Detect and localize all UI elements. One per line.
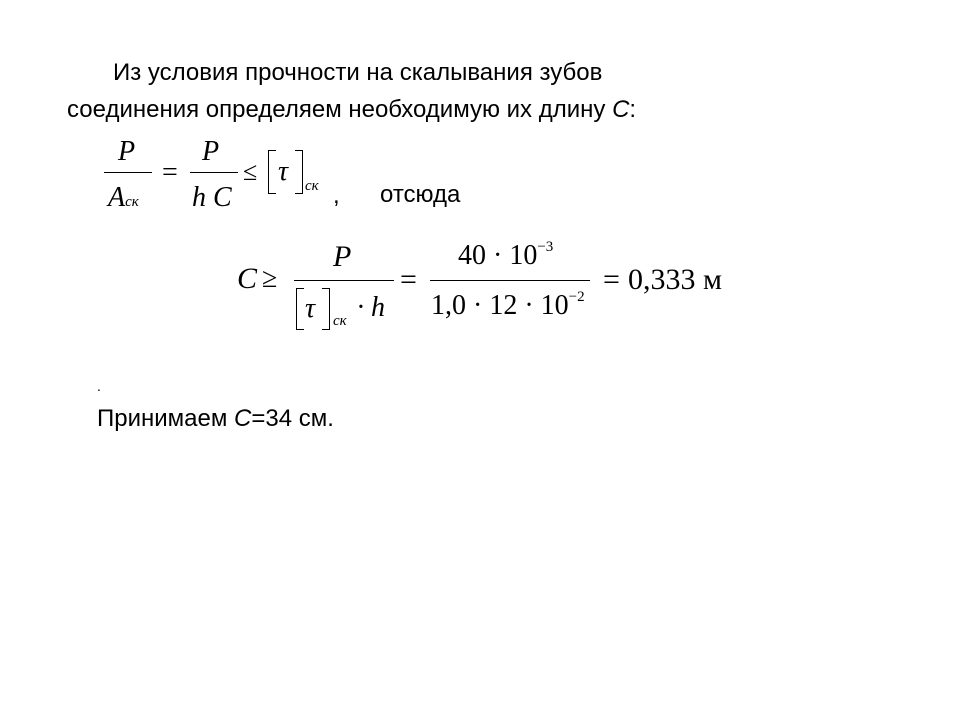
- paragraph-line-2: [67, 95, 636, 125]
- paragraph-line-1: [113, 58, 602, 88]
- paragraph-line-1-text: Из условия прочности на скалывания зубов: [113, 59, 603, 86]
- f1-comma: ,: [333, 182, 340, 209]
- f1-numerator-right: P: [202, 136, 220, 167]
- f2-denominator-value: [431, 290, 585, 322]
- conclusion-prefix: Принимаем: [97, 405, 235, 432]
- f1-bracket-left: [268, 150, 276, 194]
- small-dot: .: [97, 378, 101, 394]
- f2-dot-h: · h: [357, 292, 385, 323]
- f2-numerator-exponent: −3: [537, 239, 554, 255]
- f1-denominator-left-sub: ск: [125, 194, 139, 210]
- f2-numerator-value: [458, 240, 553, 272]
- f1-denominator-left: [108, 182, 139, 214]
- f1-denominator-right: h C: [192, 182, 232, 213]
- f1-equals: =: [162, 157, 178, 188]
- f1-numerator-left: P: [118, 136, 136, 167]
- paragraph-line-2-text: соединения определяем необходимую их длину: [67, 96, 613, 123]
- f1-fraction-bar-right: [190, 172, 238, 173]
- f2-tau: τ: [305, 293, 316, 324]
- conclusion-variable-c: C: [234, 405, 252, 432]
- f1-tau: τ: [278, 156, 289, 187]
- f1-tail-text: отсюда: [380, 181, 461, 208]
- f1-leq: ≤: [243, 157, 258, 186]
- conclusion-suffix: =34 см.: [251, 405, 334, 432]
- f2-equals-1: =: [400, 263, 417, 296]
- f2-bracket-right: [322, 288, 330, 330]
- f2-tau-subscript: ск: [333, 313, 347, 329]
- f2-fraction-bar-2: [430, 280, 590, 281]
- f2-denominator-base: 1,0 · 12 · 10: [431, 290, 569, 321]
- f2-bracket-left: [296, 288, 304, 330]
- f2-equals-2: =: [603, 263, 620, 296]
- f1-bracket-right: [295, 150, 303, 194]
- f2-lhs-c: C: [237, 262, 258, 295]
- f2-numerator-base: 40 · 10: [458, 240, 538, 271]
- paragraph-variable-c: C: [612, 96, 630, 123]
- f1-tau-subscript: ск: [305, 178, 319, 194]
- f2-result: 0,333 м: [628, 263, 722, 296]
- f2-denominator-exponent: −2: [568, 289, 585, 305]
- paragraph-line-2-colon: :: [629, 96, 637, 123]
- f2-geq: ≥: [262, 263, 278, 294]
- f1-denominator-left-main: A: [108, 182, 126, 213]
- f1-fraction-bar-left: [104, 172, 152, 173]
- f2-fraction-bar-1: [294, 280, 394, 281]
- conclusion-line: [97, 404, 334, 434]
- f2-numerator-p: P: [333, 240, 352, 273]
